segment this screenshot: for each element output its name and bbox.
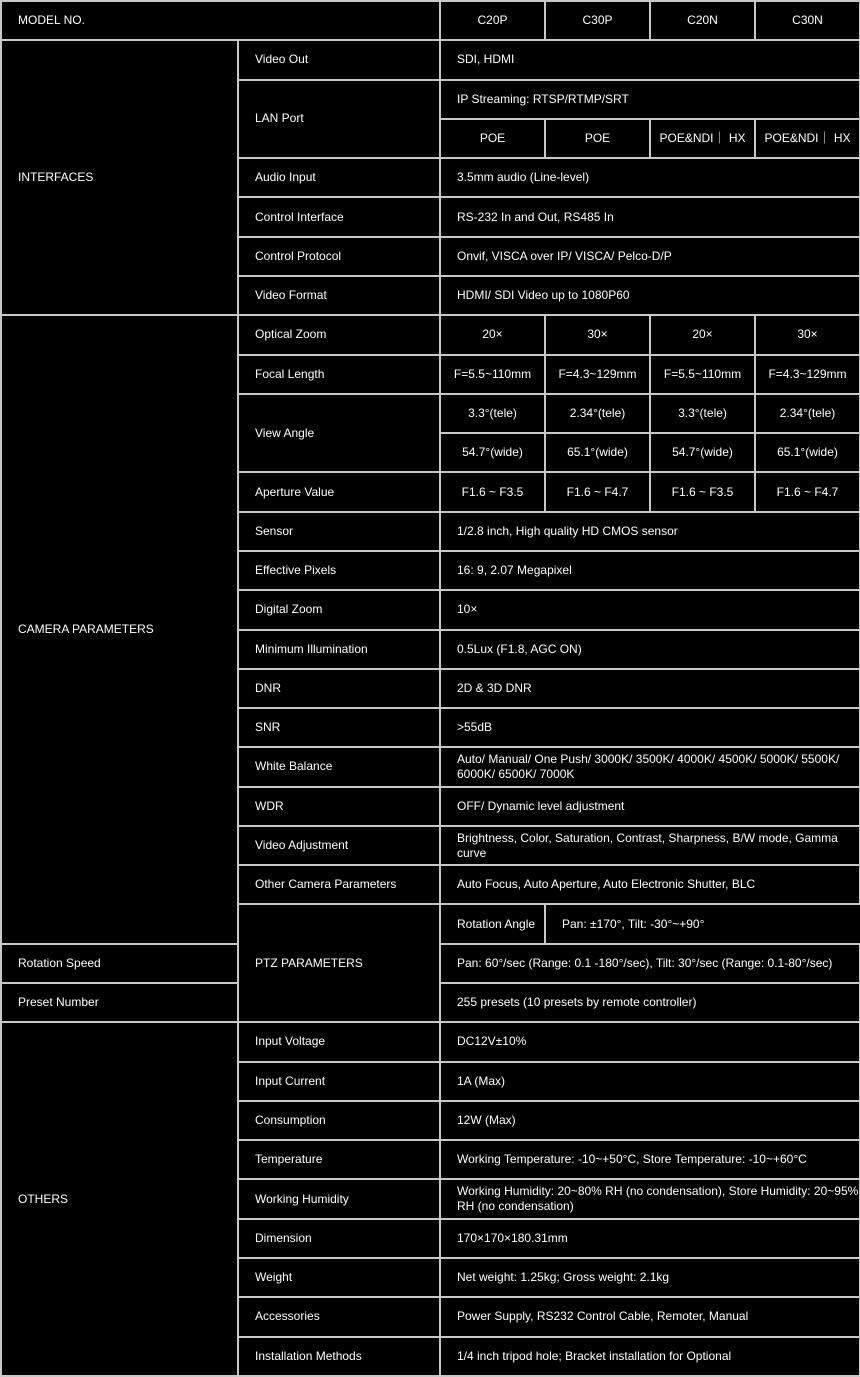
spec-value: 1/2.8 inch, High quality HD CMOS sensor [441,513,859,550]
header-row [2,2,860,39]
spec-value: Working Humidity: 20~80% RH (no condensation), Store Humidity: 20~95% RH (no condensation) [441,1180,859,1217]
spec-value: F1.6 ~ F3.5 [441,473,544,510]
spec-label: Video Adjustment [239,827,439,864]
spec-value: 0.5Lux (F1.8, AGC ON) [441,631,859,668]
spec-value: 255 presets (10 presets by remote controller) [441,984,859,1021]
category-others: OTHERS [2,1023,237,1375]
spec-value: >55dB [441,709,859,746]
spec-value: F1.6 ~ F4.7 [756,473,859,510]
model-c20p: C20P [441,2,544,39]
spec-label: Focal Length [239,356,439,393]
spec-label: Digital Zoom [239,591,439,628]
spec-label: Minimum Illumination [239,631,439,668]
spec-label: Rotation Speed [2,945,237,982]
spec-label: Input Current [239,1063,439,1100]
spec-label: Sensor [239,513,439,550]
category-interfaces: INTERFACES [2,41,237,314]
spec-value: 16: 9, 2.07 Megapixel [441,552,859,589]
spec-value: F=5.5~110mm [651,356,754,393]
spec-label: Effective Pixels [239,552,439,589]
spec-value: 30× [546,316,649,353]
spec-value: OFF/ Dynamic level adjustment [441,788,859,825]
spec-value: Auto Focus, Auto Aperture, Auto Electronic Shutter, BLC [441,866,859,903]
model-no-label: MODEL NO. [2,2,439,39]
spec-value: 2D & 3D DNR [441,670,859,707]
spec-value: 3.3°(tele) [441,395,544,432]
spec-label: Optical Zoom [239,316,439,353]
spec-label: Video Format [239,277,439,314]
spec-label: Video Out [239,41,439,78]
model-c30n: C30N [756,2,859,39]
spec-value: F=5.5~110mm [441,356,544,393]
spec-label: Weight [239,1259,439,1296]
spec-label: DNR [239,670,439,707]
spec-value: 12W (Max) [441,1102,859,1139]
spec-label: LAN Port [239,81,439,158]
spec-value: 20× [441,316,544,353]
spec-value: Pan: ±170°, Tilt: -30°~+90° [546,905,860,942]
spec-value: 54.7°(wide) [441,434,544,471]
spec-label: Aperture Value [239,473,439,510]
spec-label: Temperature [239,1141,439,1178]
spec-label: Audio Input [239,159,439,196]
spec-value: Auto/ Manual/ One Push/ 3000K/ 3500K/ 4000K/ 4500K/ 5000K/ 5500K/ 6000K/ 6500K/ 7000K [441,748,859,785]
spec-value: POE [441,120,544,157]
spec-value: 2.34°(tele) [756,395,859,432]
category-ptz: PTZ PARAMETERS [239,905,439,1021]
spec-label: Input Voltage [239,1023,439,1060]
spec-label: Rotation Angle [441,905,544,942]
table-row [2,1023,860,1060]
spec-value: DC12V±10% [441,1023,859,1060]
spec-label: Installation Methods [239,1338,439,1375]
spec-value: F1.6 ~ F4.7 [546,473,649,510]
spec-value: 170×170×180.31mm [441,1220,859,1257]
table-row [2,41,860,78]
spec-label: Preset Number [2,984,237,1021]
model-c30p: C30P [546,2,649,39]
spec-value: RS-232 In and Out, RS485 In [441,198,859,235]
spec-value: 1/4 inch tripod hole; Bracket installation for Optional [441,1338,859,1375]
table-row [2,316,860,353]
spec-value: 20× [651,316,754,353]
spec-value: POE&NDI｜ HX [651,120,754,157]
spec-value: 10× [441,591,859,628]
spec-value: Power Supply, RS232 Control Cable, Remoter, Manual [441,1298,859,1335]
spec-label: View Angle [239,395,439,472]
spec-value: 65.1°(wide) [756,434,859,471]
spec-value: 1A (Max) [441,1063,859,1100]
spec-value: 3.5mm audio (Line-level) [441,159,859,196]
spec-value: SDI, HDMI [441,41,859,78]
model-c20n: C20N [651,2,754,39]
spec-value: POE&NDI｜ HX [756,120,859,157]
spec-label: Dimension [239,1220,439,1257]
category-camera: CAMERA PARAMETERS [2,316,237,943]
spec-value: 30× [756,316,859,353]
spec-value: 3.3°(tele) [651,395,754,432]
spec-value: 65.1°(wide) [546,434,649,471]
spec-label: Accessories [239,1298,439,1335]
spec-value: POE [546,120,649,157]
spec-value: F1.6 ~ F3.5 [651,473,754,510]
spec-value: IP Streaming: RTSP/RTMP/SRT [441,81,859,118]
spec-label: Control Interface [239,198,439,235]
spec-value: HDMI/ SDI Video up to 1080P60 [441,277,859,314]
spec-label: Other Camera Parameters [239,866,439,903]
spec-value: 54.7°(wide) [651,434,754,471]
spec-label: White Balance [239,748,439,785]
spec-label: Control Protocol [239,238,439,275]
spec-label: Consumption [239,1102,439,1139]
spec-value: Pan: 60°/sec (Range: 0.1 -180°/sec), Tilt: 30°/sec (Range: 0.1-80°/sec) [441,945,859,982]
spec-value: Net weight: 1.25kg; Gross weight: 2.1kg [441,1259,859,1296]
spec-value: Working Temperature: -10~+50°C, Store Temperature: -10~+60°C [441,1141,859,1178]
spec-label: WDR [239,788,439,825]
spec-value: Brightness, Color, Saturation, Contrast, Sharpness, B/W mode, Gamma curve [441,827,859,864]
spec-label: Working Humidity [239,1180,439,1217]
spec-value: F=4.3~129mm [546,356,649,393]
spec-value: F=4.3~129mm [756,356,859,393]
spec-value: Onvif, VISCA over IP/ VISCA/ Pelco-D/P [441,238,859,275]
spec-value: 2.34°(tele) [546,395,649,432]
spec-label: SNR [239,709,439,746]
